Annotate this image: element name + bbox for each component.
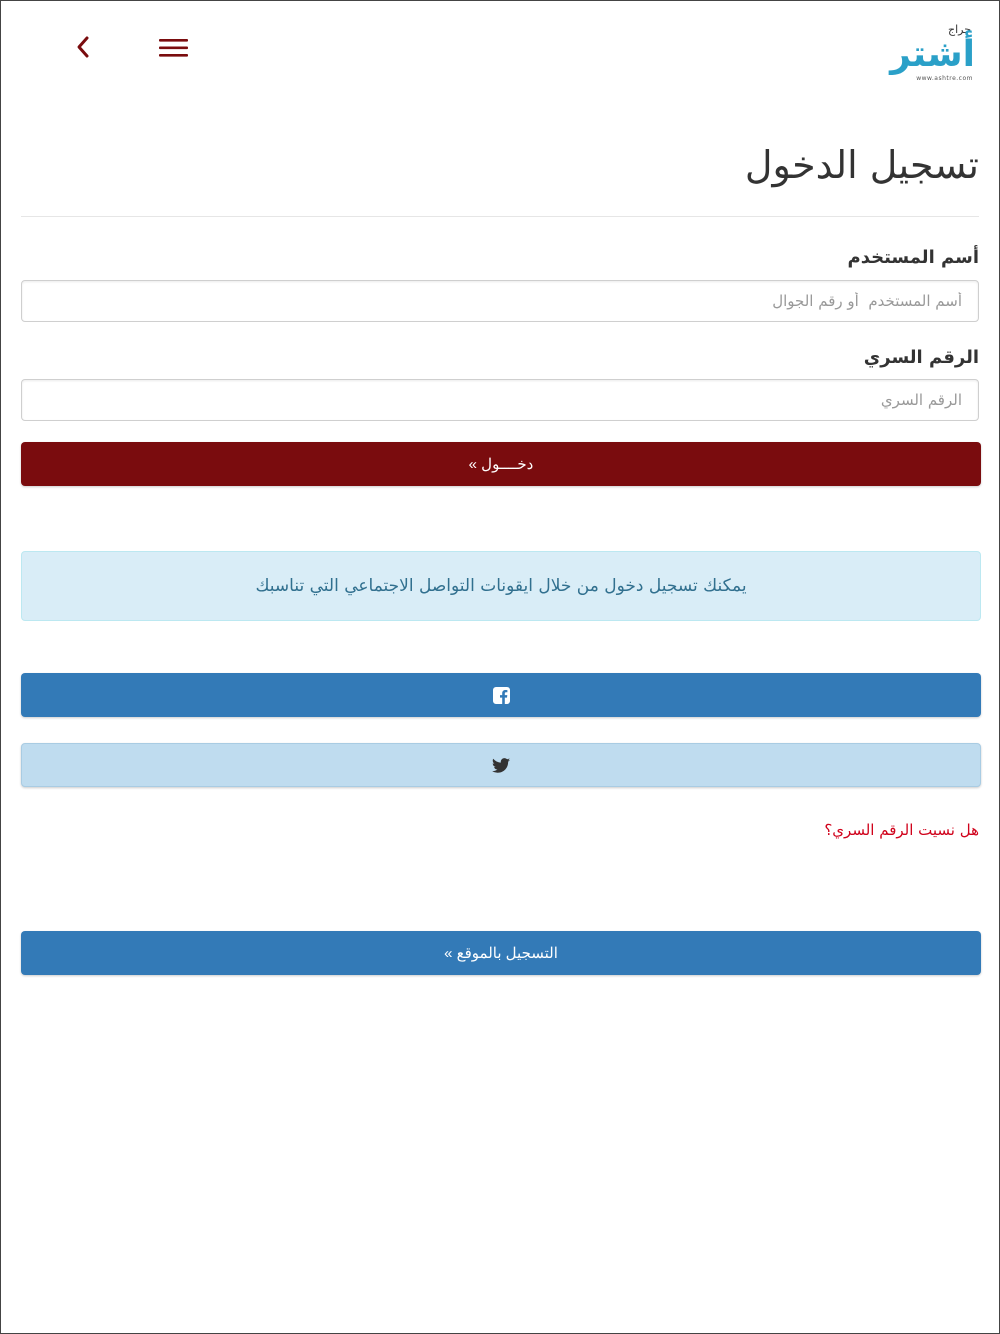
password-label: الرقم السري: [863, 347, 979, 368]
social-login-info-text: يمكنك تسجيل دخول من خلال ايقونات التواصل الاجتماعي التي تناسبك: [255, 576, 747, 596]
chevron-left-icon: [63, 29, 103, 65]
username-input[interactable]: [21, 280, 979, 322]
menu-button[interactable]: [153, 31, 197, 65]
hamburger-menu-icon: [153, 31, 197, 65]
login-button-label: دخــــول »: [468, 456, 534, 473]
twitter-icon: [492, 758, 510, 773]
page-title: تسجيل الدخول: [744, 143, 979, 187]
site-logo[interactable]: [890, 23, 975, 87]
login-button[interactable]: [21, 442, 981, 486]
back-button[interactable]: [63, 29, 103, 65]
password-input[interactable]: [21, 379, 979, 421]
facebook-icon: [493, 687, 510, 704]
logo-top-text: حراج: [947, 23, 971, 36]
social-login-info: [21, 551, 981, 621]
register-button[interactable]: [21, 931, 981, 975]
twitter-login-button[interactable]: [21, 743, 981, 787]
register-button-label: التسجيل بالموقع »: [444, 945, 558, 962]
title-divider: [21, 216, 979, 217]
username-label: أسم المستخدم: [847, 247, 979, 268]
forgot-password-link[interactable]: هل نسيت الرقم السري؟: [824, 821, 979, 839]
facebook-login-button[interactable]: [21, 673, 981, 717]
logo-main-text: أشتر: [890, 34, 975, 75]
logo-url-text: www.ashtre.com: [916, 75, 973, 82]
